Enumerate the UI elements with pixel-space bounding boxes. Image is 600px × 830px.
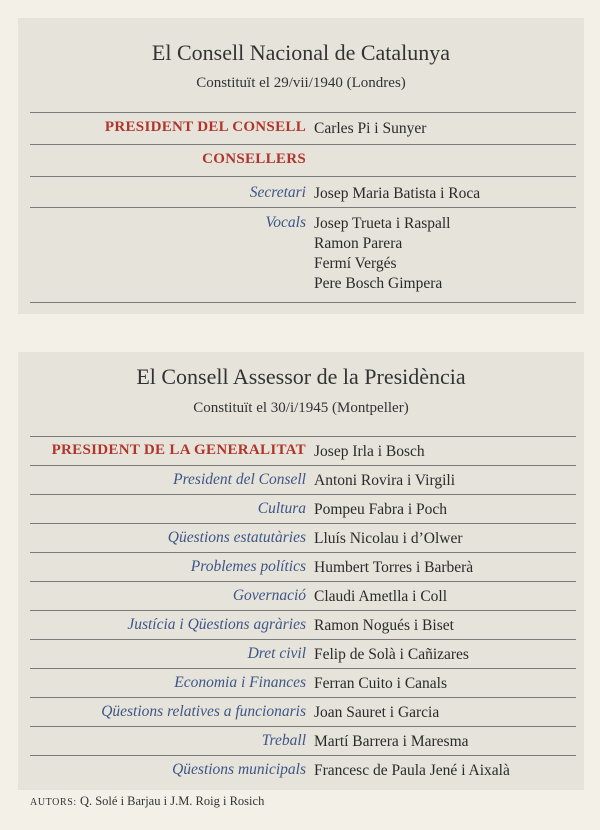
role-label: Treball — [261, 732, 306, 749]
member-name: Martí Barrera i Maresma — [314, 733, 469, 750]
divider — [30, 494, 576, 495]
divider — [30, 302, 576, 303]
authors-credit — [30, 794, 264, 809]
vocal-name: Fermí Vergés — [314, 255, 397, 272]
vocal-name: Ramon Parera — [314, 235, 403, 252]
member-name: Felip de Solà i Cañizares — [314, 646, 469, 663]
divider — [30, 726, 576, 727]
divider — [30, 552, 576, 553]
role-label: Cultura — [257, 500, 306, 517]
divider — [30, 207, 576, 208]
member-name: Francesc de Paula Jené i Aixalà — [314, 762, 510, 779]
president-label: PRESIDENT DEL CONSELL — [104, 119, 306, 135]
panel-title: El Consell Assessor de la Presidència — [136, 364, 466, 389]
member-name: Josep Irla i Bosch — [314, 443, 425, 460]
authors-key: AUTORS: — [30, 797, 77, 808]
divider — [30, 639, 576, 640]
consellers-label: CONSELLERS — [202, 151, 306, 167]
role-label: PRESIDENT DE LA GENERALITAT — [51, 442, 306, 458]
member-name: Antoni Rovira i Virgili — [314, 472, 456, 489]
panel-subtitle: Constituït el 30/i/1945 (Montpeller) — [193, 400, 409, 416]
member-name: Pompeu Fabra i Poch — [314, 501, 448, 518]
vocal-name: Pere Bosch Gimpera — [314, 275, 443, 292]
role-label: Problemes polítics — [190, 558, 306, 575]
consell-assessor-panel — [18, 352, 584, 790]
vocals-label: Vocals — [265, 214, 306, 231]
divider — [30, 176, 576, 177]
divider — [30, 755, 576, 756]
president-name: Carles Pi i Sunyer — [314, 120, 427, 137]
member-name: Ramon Nogués i Biset — [314, 617, 454, 634]
role-label: Justícia i Qüestions agràries — [127, 616, 306, 633]
divider — [30, 465, 576, 466]
member-name: Humbert Torres i Barberà — [314, 559, 474, 576]
consell-nacional-panel — [18, 18, 584, 314]
divider — [30, 610, 576, 611]
secretari-name: Josep Maria Batista i Roca — [314, 185, 481, 202]
secretari-label: Secretari — [249, 184, 306, 201]
panel-subtitle: Constituït el 29/vii/1940 (Londres) — [196, 75, 406, 91]
role-label: President del Consell — [173, 471, 306, 488]
divider — [30, 668, 576, 669]
member-name: Ferran Cuito i Canals — [314, 675, 448, 692]
role-label: Dret civil — [247, 645, 306, 662]
role-label: Qüestions municipals — [172, 761, 306, 778]
role-label: Economia i Finances — [174, 674, 306, 691]
role-label: Qüestions relatives a funcionaris — [101, 703, 306, 720]
divider — [30, 523, 576, 524]
role-label: Governació — [232, 587, 306, 604]
member-name: Lluís Nicolau i d’Olwer — [314, 530, 463, 547]
vocal-name: Josep Trueta i Raspall — [314, 215, 451, 232]
divider — [30, 144, 576, 145]
member-name: Joan Sauret i Garcia — [314, 704, 440, 721]
divider — [30, 112, 576, 113]
member-name: Claudi Ametlla i Coll — [314, 588, 448, 605]
role-label: Qüestions estatutàries — [167, 529, 306, 546]
authors-text: Q. Solé i Barjau i J.M. Roig i Rosich — [79, 794, 265, 808]
panel-title: El Consell Nacional de Catalunya — [151, 40, 451, 65]
divider — [30, 436, 576, 437]
divider — [30, 581, 576, 582]
divider — [30, 697, 576, 698]
